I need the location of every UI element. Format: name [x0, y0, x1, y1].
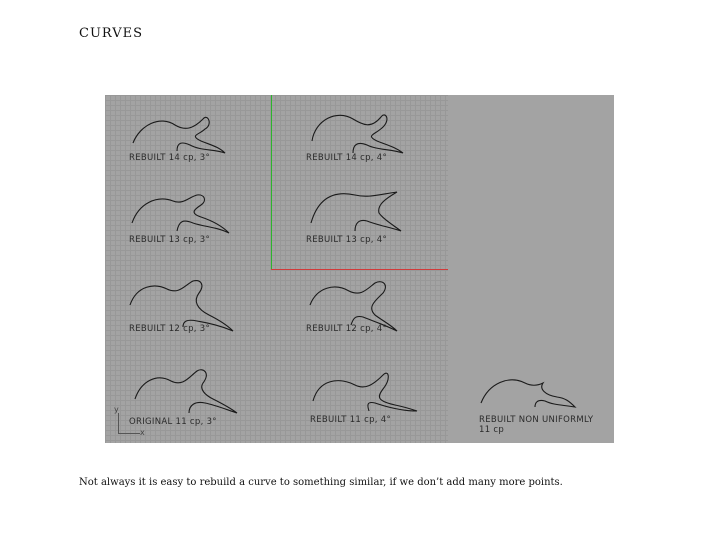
label-original-11cp-3deg: ORIGINAL 11 cp, 3° — [129, 417, 217, 427]
label-non-uniform-cp-count: 11 cp — [479, 425, 505, 435]
label-rebuilt-13cp-3deg: REBUILT 13 cp, 3° — [129, 235, 211, 245]
curve-original-11cp-3deg[interactable] — [135, 370, 237, 413]
gizmo-y-line — [118, 413, 119, 434]
gizmo-y-label: y — [114, 405, 119, 414]
label-rebuilt-14cp-3deg: REBUILT 14 cp, 3° — [129, 153, 211, 163]
rhino-viewport[interactable] — [105, 95, 614, 443]
curve-rebuilt-non-uniform-11cp[interactable] — [481, 380, 575, 407]
curve-rebuilt-11cp-4deg[interactable] — [313, 373, 417, 411]
axis-gizmo-icon — [114, 407, 144, 437]
label-rebuilt-14cp-4deg: REBUILT 14 cp, 4° — [306, 153, 388, 163]
gizmo-x-line — [118, 433, 140, 434]
label-rebuilt-13cp-4deg: REBUILT 13 cp, 4° — [306, 235, 388, 245]
curve-rebuilt-13cp-3deg[interactable] — [132, 195, 229, 233]
curve-rebuilt-14cp-3deg[interactable] — [133, 117, 225, 153]
curve-rebuilt-13cp-4deg[interactable] — [311, 192, 401, 231]
slide-caption: Not always it is easy to rebuild a curve to something similar, if we don’t add many more points. — [79, 477, 563, 488]
curves-drawing — [105, 95, 614, 443]
gizmo-x-label: x — [140, 428, 145, 437]
label-rebuilt-12cp-4deg: REBUILT 12 cp, 4° — [306, 324, 388, 334]
slide-title: CURVES — [79, 26, 144, 41]
label-rebuilt-12cp-3deg: REBUILT 12 cp, 3° — [129, 324, 211, 334]
curve-rebuilt-14cp-4deg[interactable] — [312, 115, 403, 153]
label-rebuilt-non-uniformly: REBUILT NON UNIFORMLY — [479, 415, 594, 425]
label-rebuilt-11cp-4deg: REBUILT 11 cp, 4° — [310, 415, 392, 425]
